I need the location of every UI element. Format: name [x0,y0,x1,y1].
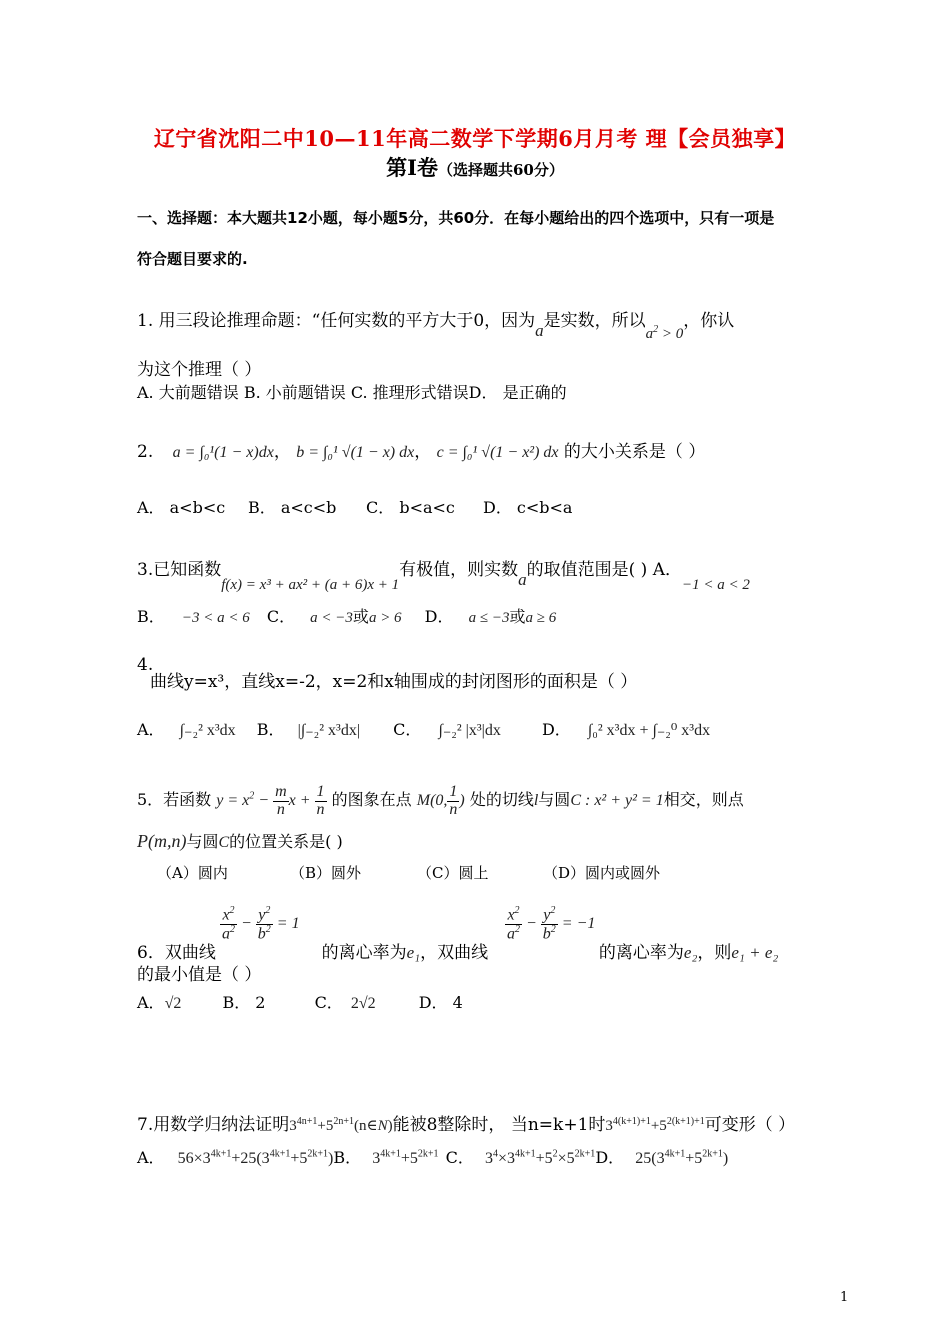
q3-option-d2: a ≥ 6 [525,610,557,626]
q3-option-a: −1 < a < 2 [681,577,750,593]
q1-expression: $a^2 > 0$ [645,324,684,342]
question-6-options [137,990,463,1013]
question-5-option-b: （B）圆外 [290,864,362,882]
q3-mid: 有极值，则实数 [399,560,519,580]
question-2-option-a: A． a<b<c [137,498,226,517]
q5-mid3: 与圆 [538,789,571,809]
q6-hyperbola-1: $\frac{x^2}{a^2}$ − $\frac{y^2}{b^2}$ = 1 [222,905,300,943]
q4-option-c: ∫₋₂² |x³|dx [438,722,501,739]
q4-option-b-label: B． [256,720,285,739]
q7-prefix: 7.用数学归纳法证明 [137,1115,290,1135]
q7-mid: 能被8整除时， 当n=k+1时 [392,1115,606,1135]
q6-option-b: B． 2 [222,993,266,1012]
q3-var-a: a [518,570,527,589]
q6-mid1: 的离心率为 [321,943,407,963]
q5-function: $y = x^2$ − $\frac{m}{n}$ x + $\frac{1}{n}$ [216,783,325,818]
question-2-line: 2. a = ∫₀¹(1 − x)dx， b = ∫₀¹ √(1 − x) dx， c = ∫₀¹ √(1 − x²) dx 的大小关系是（ ） [137,442,706,462]
question-5-option-c: （C）圆上 [417,864,489,882]
q3-suffix: 的取值范围是( ) A． [526,560,682,580]
q6-e1: e₁ [406,943,421,962]
q2-expr-a: a = ∫₀¹(1 − x)dx [172,444,274,461]
q6-option-d: D． 4 [418,993,463,1012]
q6-mid3: 的离心率为 [598,943,684,963]
q6-hyperbola-2: $\frac{x^2}{a^2}$ − $\frac{y^2}{b^2}$ = −1 [507,905,596,943]
q5-suffix: 相交，则点 [663,789,744,809]
q7-option-d-label: D． [595,1148,625,1167]
q3-option-c1: a < −3 [310,610,353,626]
question-4-options [137,717,710,740]
q5-point-p: P(m,n) [137,831,187,851]
section-title [0,152,950,182]
q2-suffix: 的大小关系是（ ） [563,442,706,462]
question-1-options: A. 大前题错误 B. 小前题错误 C. 推理形式错误D． 是正确的 [137,383,567,402]
q5-line-l: l [533,791,539,809]
q4-option-b: |∫₋₂² x³dx| [297,722,361,739]
q4-option-c-label: C． [393,720,422,739]
q6-option-c: 2√2 [350,995,376,1012]
q5-point: M(0, $\frac{1}{n}$ ) [416,783,465,818]
q2-number: 2. [137,442,154,462]
q7-option-c: $3^4\times 3^{4k+1}+5^2\times 5^{2k+1}$ [484,1148,596,1167]
q4-option-a: ∫₋₂² x³dx [179,722,236,739]
q6-option-c-label: C． [314,993,343,1012]
q5-prefix: 5．若函数 [137,789,212,809]
q7-option-d: $25(3^{4k+1}+5^{2k+1})$ [635,1148,729,1167]
page-number: 1 [840,1290,849,1305]
q3-option-d-or: 或 [509,607,526,626]
q3-function: f(x) = x³ + ax² + (a + 6)x + 1 [221,577,400,593]
question-7-line1 [137,1110,795,1135]
q5-line2-mid: 与圆 [186,832,219,851]
q6-option-a: √2 [164,995,182,1012]
question-5-option-d: （D）圆内或圆外 [543,864,661,882]
q3-option-d-label: D． [424,607,454,626]
q4-option-a-label: A． [137,720,165,739]
q3-option-d1: a ≤ −3 [468,610,510,626]
q4-option-d: ∫₀² x³dx + ∫₋₂⁰ x³dx [587,722,711,739]
question-1-line2: 为这个推理（ ） [137,360,262,380]
question-2-option-c: C． b<a<c [366,498,455,517]
q5-circle: C : x² + y² = 1 [570,791,664,809]
q3-option-b: −3 < a < 6 [181,610,250,626]
q3-option-b-label: B． [137,607,165,626]
q6-number: 6．双曲线 [137,943,216,963]
q6-option-a-label: A． [137,993,165,1012]
q3-option-c2: a > 6 [368,610,402,626]
q3-option-c-or: 或 [352,607,369,626]
question-2-option-d: D． c<b<a [483,498,573,517]
q1-mid: 是实数，所以 [543,311,646,331]
question-5-line2 [137,829,343,852]
q5-mid1: 的图象在点 [331,789,412,809]
question-1-line1 [137,306,735,342]
q3-number: 3.已知函数 [137,560,222,580]
q1-var-a: a [535,321,544,340]
question-4-number: 4. [137,655,154,675]
question-3-line1 [137,555,750,593]
q6-mid4: ，则 [697,943,732,963]
q7-option-b-label: B． [333,1148,362,1167]
section-title-note: （选择题共60分） [437,161,564,179]
q6-sum: e₁ + e₂ [731,943,779,962]
question-7-options [137,1145,728,1168]
q7-option-c-label: C． [445,1148,474,1167]
question-5-line1 [137,784,744,819]
q5-line2-suffix: 的位置关系是( ) [229,832,343,851]
page-title: 辽宁省沈阳二中10—11年高二数学下学期6月月考 理【会员独享】 [153,126,797,151]
question-3-line2 [137,604,556,627]
q3-option-c-label: C． [266,607,296,626]
q7-expression: $3^{4n+1}+5^{2n+1}(n\in N)$ [289,1116,393,1134]
question-2-option-b: B． a<c<b [248,498,337,517]
q7-suffix: 可变形（ ） [704,1115,796,1135]
q7-expression-k: $3^{4(k+1)+1}+5^{2(k+1)+1}$ [605,1116,705,1134]
q6-e2: e₂ [683,943,698,962]
q1-prefix: 1. 用三段论推理命题：“任何实数的平方大于0，因为 [137,311,536,331]
q7-option-a: $56\times 3^{4k+1}+25(3^{4k+1}+5^{2k+1})$ [177,1148,334,1167]
q4-option-d-label: D． [541,720,571,739]
section-instructions-line1: 一、选择题：本大题共12小题，每小题5分，共60分．在每小题给出的四个选项中，只有一项是 [137,209,775,227]
question-6-line2: 的最小值是（ ） [137,965,262,985]
q6-mid2: ，双曲线 [420,943,489,963]
q1-suffix: ，你认 [683,311,735,331]
section-title-main: 第Ⅰ卷 [386,155,438,180]
q5-mid2: 处的切线 [469,789,534,809]
q7-option-b: $3^{4k+1}+5^{2k+1}$ [372,1148,439,1167]
q2-expr-c: c = ∫₀¹ √(1 − x²) dx [436,444,559,461]
q2-expr-b: b = ∫₀¹ √(1 − x) dx [296,444,415,461]
q7-option-a-label: A． [137,1148,165,1167]
question-5-option-a: （A）圆内 [157,864,228,882]
q5-circle-c: C [218,834,230,851]
question-4-text: 曲线y=x³，直线x=-2，x=2和x轴围成的封闭图形的面积是（ ） [150,672,638,692]
section-instructions-line2: 符合题目要求的. [137,250,248,268]
